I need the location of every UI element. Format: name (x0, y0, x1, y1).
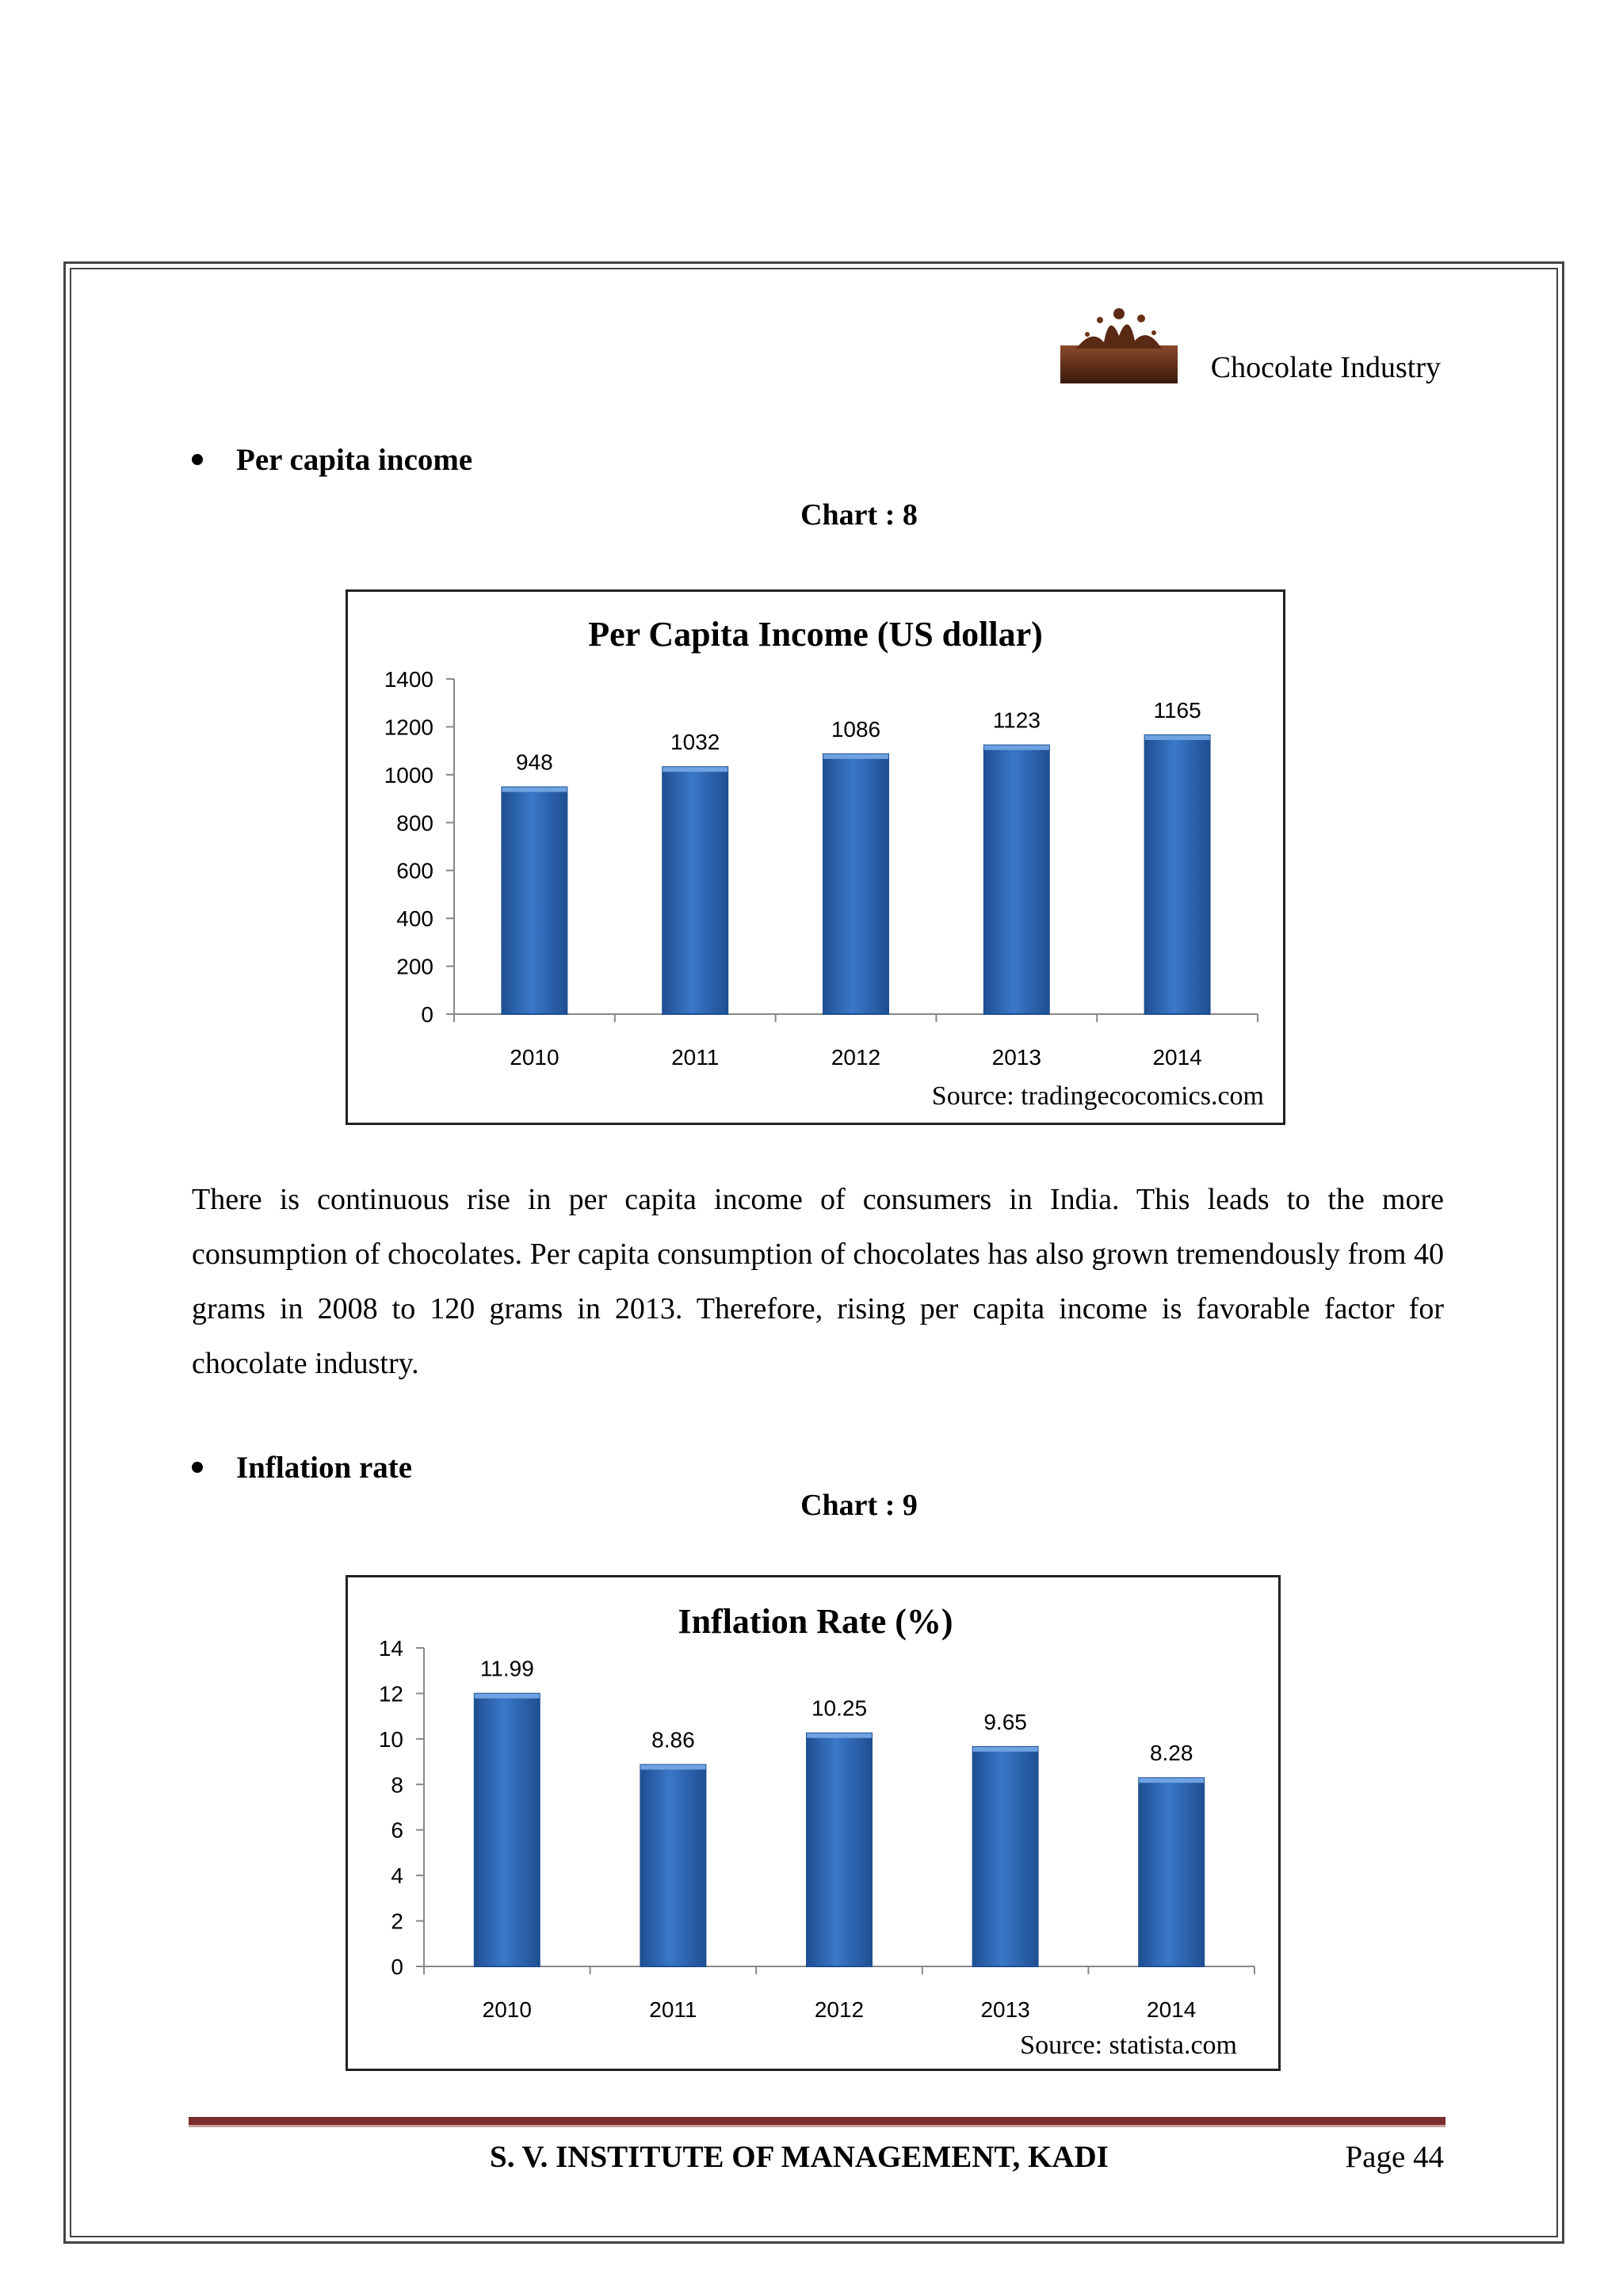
bar (502, 788, 567, 1014)
x-tick-label: 2014 (1152, 1045, 1202, 1070)
y-tick-label: 600 (396, 858, 433, 883)
y-tick-label: 8 (391, 1772, 403, 1798)
x-tick-label: 2010 (482, 1997, 532, 2022)
section-heading-inflation (192, 1450, 412, 1486)
chart-title: Per Capita Income (US dollar) (588, 615, 1043, 654)
data-label: 8.86 (651, 1727, 695, 1753)
bar-cap (807, 1733, 872, 1738)
bar-cap (502, 788, 567, 792)
chart-caption-9: Chart : 9 (800, 1489, 918, 1522)
y-tick-label: 1400 (384, 667, 433, 692)
y-tick-label: 10 (378, 1726, 403, 1752)
y-tick-label: 1000 (384, 762, 433, 788)
bar-cap (475, 1694, 540, 1699)
bar-cap (823, 754, 888, 759)
x-tick-label: 2011 (671, 1045, 720, 1070)
chart-svg-per-capita (348, 592, 1283, 1123)
x-tick-label: 2012 (814, 1997, 865, 2022)
y-tick-label: 6 (391, 1817, 403, 1843)
bar-cap (1139, 1778, 1204, 1783)
header-title: Chocolate Industry (1210, 351, 1441, 384)
bar (823, 754, 888, 1014)
data-label: 948 (516, 749, 553, 775)
chart-source: Source: tradingecocomics.com (931, 1081, 1264, 1111)
bar (973, 1747, 1038, 1966)
footer-institute: S. V. INSTITUTE OF MANAGEMENT, KADI (490, 2140, 1109, 2174)
chart-source: Source: statista.com (1020, 2031, 1237, 2060)
y-tick-label: 2 (391, 1909, 403, 1934)
y-tick-label: 200 (396, 954, 433, 979)
data-label: 10.25 (811, 1695, 868, 1721)
data-label: 1123 (992, 707, 1041, 733)
x-tick-label: 2011 (649, 1997, 697, 2022)
bullet-dot (192, 1462, 203, 1473)
bullet-dot (192, 454, 203, 465)
y-tick-label: 0 (421, 1002, 433, 1027)
bar (1145, 735, 1210, 1014)
x-tick-label: 2012 (831, 1045, 881, 1070)
chart-title: Inflation Rate (%) (678, 1602, 953, 1641)
footer-rule (189, 2117, 1445, 2127)
bar-cap (640, 1765, 705, 1770)
bar-cap (663, 767, 727, 772)
x-tick-label: 2013 (991, 1045, 1041, 1070)
chart-svg-inflation (348, 1577, 1278, 2069)
data-label: 1165 (1153, 698, 1201, 723)
chart-inflation-rate (346, 1575, 1281, 2071)
data-label: 8.28 (1149, 1741, 1193, 1766)
bar-cap (984, 746, 1049, 750)
data-label: 9.65 (983, 1709, 1027, 1734)
bar (984, 746, 1049, 1014)
data-label: 1032 (670, 730, 720, 755)
y-tick-label: 12 (378, 1681, 403, 1707)
y-tick-label: 14 (378, 1636, 403, 1661)
bar-cap (1145, 735, 1210, 740)
y-tick-label: 1200 (384, 715, 433, 740)
section-heading-text: Inflation rate (236, 1451, 413, 1485)
bar (663, 767, 727, 1014)
bar (1139, 1778, 1204, 1966)
chocolate-splash-icon (1060, 296, 1178, 383)
x-tick-label: 2010 (510, 1045, 559, 1070)
y-tick-label: 4 (391, 1863, 403, 1889)
bar (640, 1765, 705, 1966)
chart-per-capita-income (346, 589, 1285, 1125)
data-label: 11.99 (479, 1656, 534, 1681)
chart-caption-8: Chart : 8 (800, 498, 918, 532)
section-heading-text: Per capita income (236, 443, 473, 477)
data-label: 1086 (831, 716, 881, 742)
bar-cap (973, 1747, 1038, 1752)
section-heading-per-capita (192, 442, 472, 478)
y-tick-label: 400 (396, 906, 433, 932)
bar (475, 1694, 540, 1966)
y-tick-label: 800 (396, 810, 433, 836)
x-tick-label: 2014 (1147, 1997, 1197, 2022)
y-tick-label: 0 (391, 1955, 403, 1979)
body-paragraph: There is continuous rise in per capita income of consumers in India. This leads to the more consumption of chocolates. Per capita consumption of chocolates has also grown tremendously from 40 grams in 2008 to 120 grams in 2013. Therefore, rising per capita income is favorable factor for chocolate industry. (192, 1183, 1444, 1380)
bar (807, 1733, 872, 1966)
footer-page-number: Page 44 (1345, 2140, 1444, 2174)
x-tick-label: 2013 (980, 1997, 1030, 2022)
